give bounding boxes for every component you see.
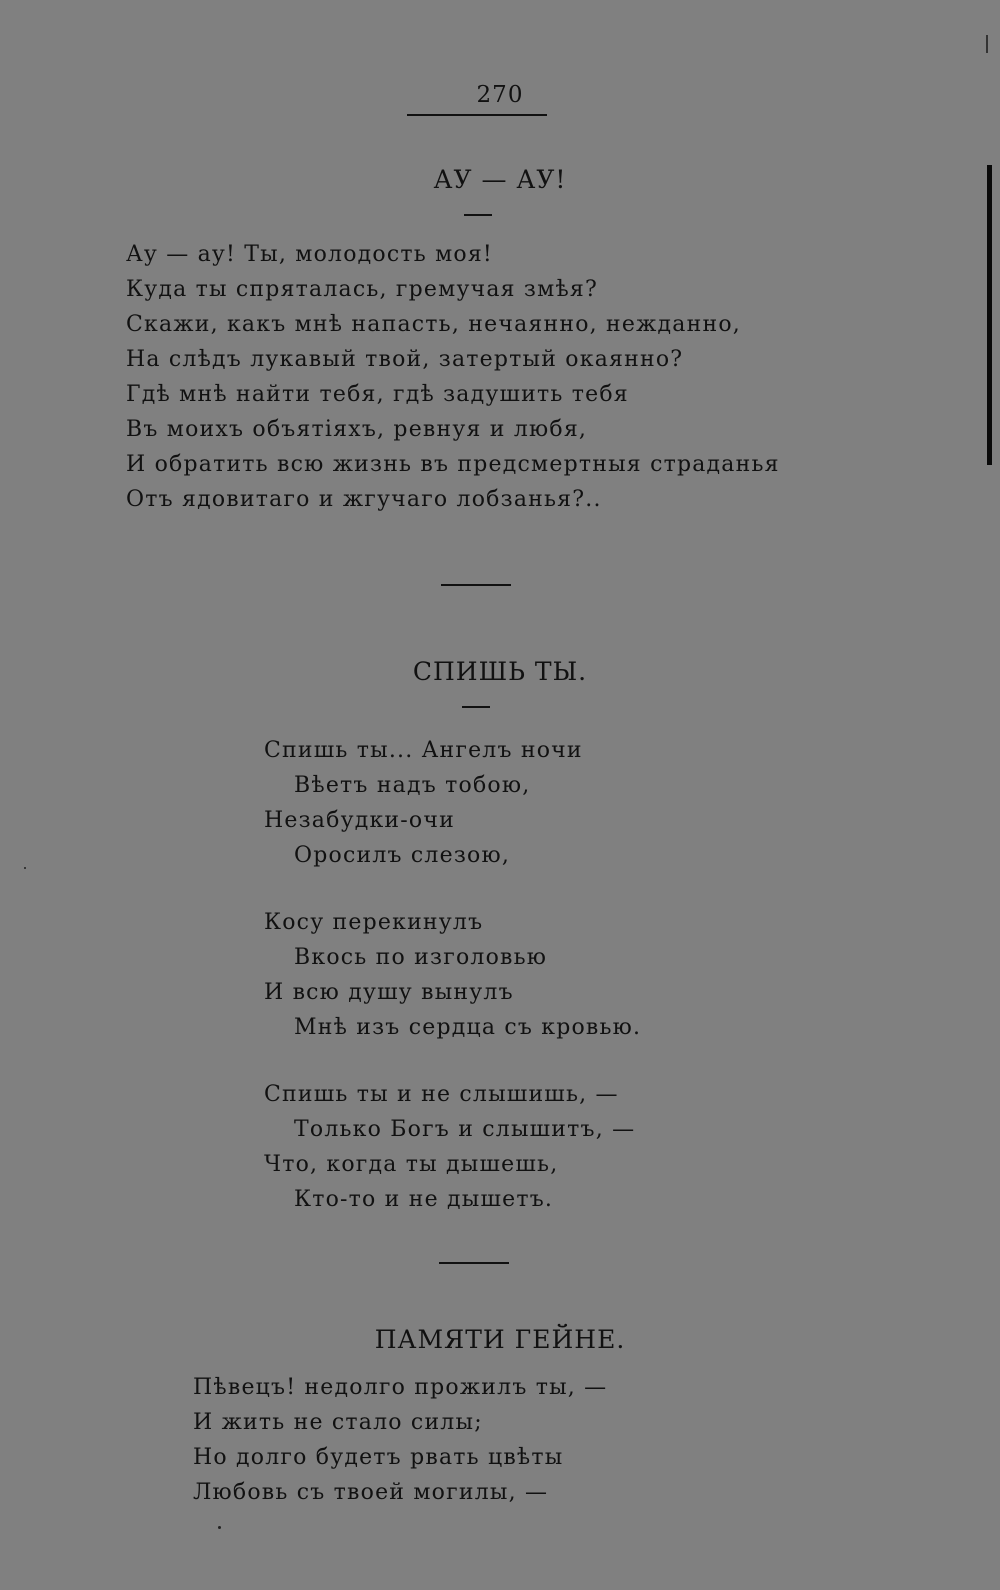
poem-line: Косу перекинулъ — [264, 910, 484, 935]
scan-edge-bar — [987, 165, 992, 465]
poem-line: Незабудки-очи — [264, 808, 455, 833]
section-separator — [441, 584, 511, 586]
poem-title-pamyati-geine: ПАМЯТИ ГЕЙНЕ. — [374, 1325, 626, 1354]
poem-line: Но долго будетъ рвать цвѣты — [193, 1445, 564, 1470]
poem-title-spish-ty: СПИШЬ ТЫ. — [412, 657, 588, 686]
scan-speck — [218, 1526, 221, 1529]
scan-speck — [24, 867, 26, 869]
poem-line: И всю душу вынулъ — [264, 980, 514, 1005]
poem-line: И жить не стало силы; — [193, 1410, 483, 1435]
poem-line: Отъ ядовитаго и жгучаго лобзанья?.. — [126, 487, 602, 512]
poem-line: Мнѣ изъ сердца съ кровью. — [294, 1015, 642, 1040]
poem-line: Скажи, какъ мнѣ напасть, нечаянно, нежданно, — [126, 312, 741, 337]
poem-line: Куда ты спряталась, гремучая змѣя? — [126, 277, 598, 302]
scan-edge-mark — [986, 35, 988, 53]
poem-line: Пѣвецъ! недолго прожилъ ты, — — [193, 1375, 608, 1400]
poem-stanza — [193, 1370, 607, 1510]
poem-line: Оросилъ слезою, — [294, 843, 511, 868]
poem-line: Спишь ты... Ангелъ ночи — [264, 738, 583, 763]
poem-line: Кто-то и не дышетъ. — [294, 1187, 554, 1212]
poem-line: Что, когда ты дышешь, — [264, 1152, 559, 1177]
title-dash — [464, 214, 492, 216]
poem-line: Вѣетъ надъ тобою, — [294, 773, 531, 798]
section-separator — [439, 1262, 509, 1264]
poem-line: Вкось по изголовью — [294, 945, 548, 970]
poem-stanza — [264, 905, 641, 1045]
poem-line: Спишь ты и не слышишь, — — [264, 1082, 619, 1107]
poem-stanza — [264, 733, 583, 873]
page-number: 270 — [476, 82, 524, 108]
poem-line: На слѣдъ лукавый твой, затертый окаянно? — [126, 347, 684, 372]
title-dash — [462, 706, 490, 708]
poem-line: Гдѣ мнѣ найти тебя, гдѣ задушить тебя — [126, 382, 629, 407]
poem-line: И обратить всю жизнь въ предсмертныя страданья — [126, 452, 780, 477]
poem-line: Только Богъ и слышитъ, — — [294, 1117, 636, 1142]
poem-title-au-au: АУ — АУ! — [433, 165, 567, 194]
poem-stanza — [126, 237, 780, 517]
poem-line: Въ моихъ объятіяхъ, ревнуя и любя, — [126, 417, 588, 442]
poem-line: Любовь съ твоей могилы, — — [193, 1480, 549, 1505]
poem-line: Ау — ау! Ты, молодость моя! — [126, 242, 493, 267]
poem-stanza — [264, 1077, 635, 1217]
page-number-rule — [407, 114, 547, 116]
